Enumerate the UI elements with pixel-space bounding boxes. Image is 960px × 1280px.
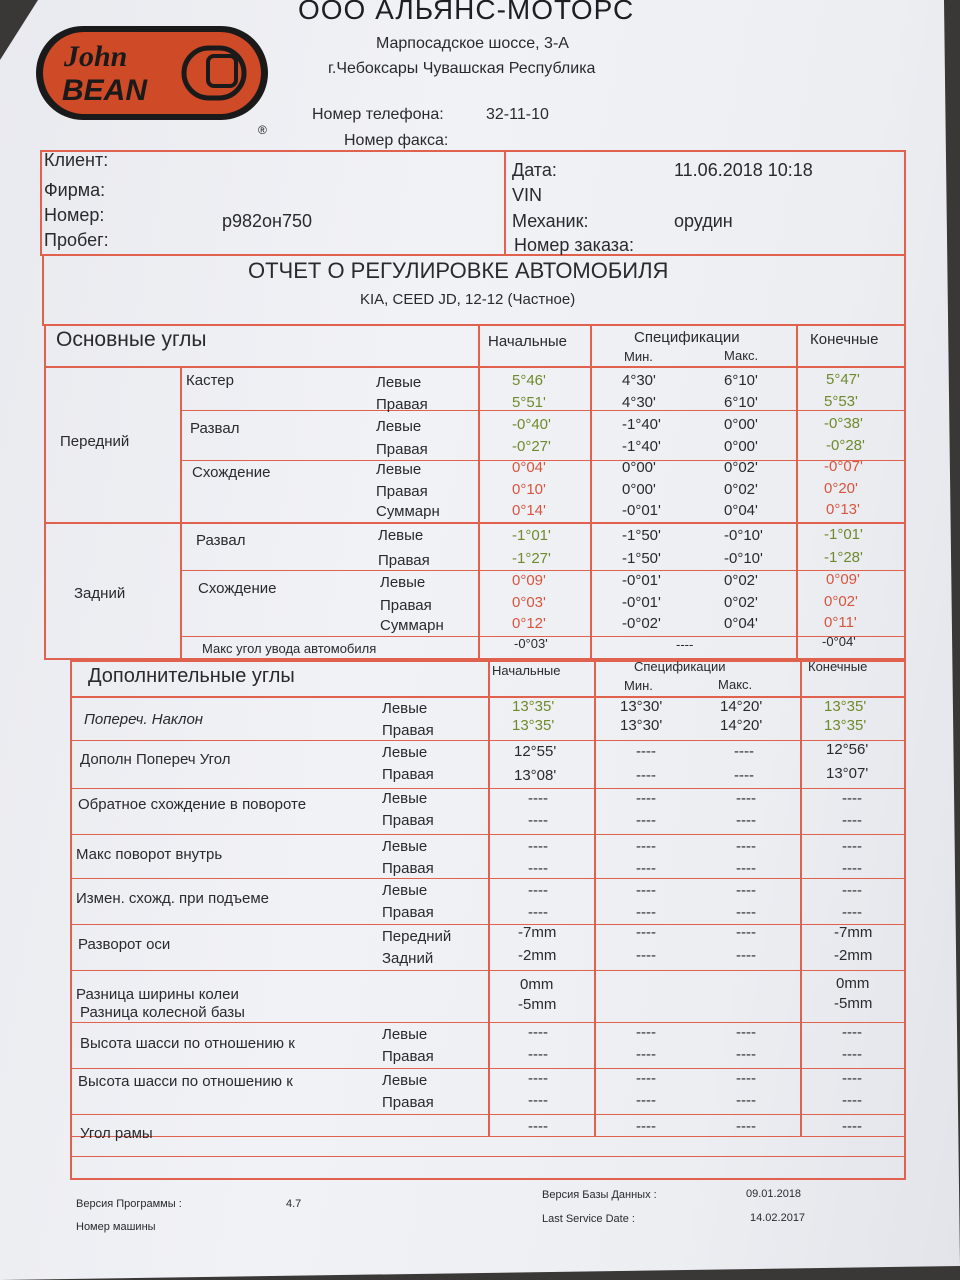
dash-cell: ---- xyxy=(636,1070,656,1087)
logo-reg: ® xyxy=(258,123,267,136)
main-side-label: Левые xyxy=(376,374,422,391)
number-label: Номер: xyxy=(44,205,105,225)
add-side-label: Левые xyxy=(382,700,428,717)
dash-cell: ---- xyxy=(842,1118,862,1135)
add-side-label: Левые xyxy=(382,1072,428,1089)
max-steer-label: Макс поворот внутрь xyxy=(76,846,223,863)
dash-cell: ---- xyxy=(528,1070,548,1087)
dash-cell: ---- xyxy=(736,1118,756,1135)
sai-final: 13°35' xyxy=(824,698,867,715)
main-side-label: Правая xyxy=(376,483,428,500)
wheelbase-final: -5mm xyxy=(834,995,873,1012)
main-cell-min: -1°40' xyxy=(622,438,661,455)
phone-value: 32-11-10 xyxy=(486,106,549,123)
logo-line1: John xyxy=(64,40,128,73)
main-cell-initial: 5°51' xyxy=(512,394,546,411)
program-version: 4.7 xyxy=(286,1198,302,1210)
setback-front-label: Передний xyxy=(382,928,452,945)
sai-initial: 13°35' xyxy=(512,698,555,715)
dash-cell: ---- xyxy=(736,790,756,807)
add-side-label: Правая xyxy=(382,1048,434,1065)
dash-cell: ---- xyxy=(636,947,656,964)
mechanic-value: орудин xyxy=(674,211,733,231)
add-side-label: Правая xyxy=(382,812,434,829)
dash-cell: ---- xyxy=(528,860,548,877)
main-cell-min: 4°30' xyxy=(622,394,656,411)
dash-cell: ---- xyxy=(636,904,656,921)
dash-cell: ---- xyxy=(842,904,862,921)
dash-cell: ---- xyxy=(842,860,862,877)
main-side-label: Суммарн xyxy=(380,617,444,634)
add-col-initial: Начальные xyxy=(492,663,561,678)
main-cell-max: 0°00' xyxy=(724,416,758,433)
dash-cell: ---- xyxy=(736,1046,756,1063)
track-initial: 0mm xyxy=(520,976,554,993)
rear-axle-label: Задний xyxy=(74,585,126,602)
dash-cell: ---- xyxy=(734,743,754,760)
main-cell-min: 4°30' xyxy=(622,372,656,389)
setback-final: -2mm xyxy=(834,947,873,964)
dash-cell: ---- xyxy=(636,1024,656,1041)
main-side-label: Правая xyxy=(380,597,432,614)
setback-label: Разворот оси xyxy=(78,936,171,953)
caster-label: Кастер xyxy=(186,372,234,389)
firm-label: Фирма: xyxy=(44,180,106,200)
dash-cell: ---- xyxy=(842,1024,862,1041)
client-divider xyxy=(504,150,506,256)
dash-cell: ---- xyxy=(636,1046,656,1063)
front-toe-label: Схождение xyxy=(192,464,271,481)
add-col-min: Мин. xyxy=(624,678,653,693)
plate-number: р982он750 xyxy=(222,211,313,231)
frame-angle-label: Угол рамы xyxy=(80,1125,153,1142)
main-cell-final: -0°07' xyxy=(824,458,863,475)
setback-initial: -2mm xyxy=(518,947,557,964)
included-final: 13°07' xyxy=(826,765,869,782)
main-cell-final: 0°09' xyxy=(826,571,860,588)
included-angle-label: Дополн Попереч Угол xyxy=(80,751,231,768)
phone-label: Номер телефона: xyxy=(312,106,444,123)
main-cell-initial: 0°12' xyxy=(512,615,546,632)
thrust-angle-label: Макс угол увода автомобиля xyxy=(202,641,377,656)
company-name: ООО АЛЬЯНС-МОТОРС xyxy=(298,0,635,25)
main-cell-initial: -1°01' xyxy=(512,527,551,544)
toe-on-lift-label: Измен. схожд. при подъеме xyxy=(76,890,270,907)
main-cell-max: -0°10' xyxy=(724,527,763,544)
main-cell-min: -0°01' xyxy=(622,594,661,611)
dash-cell: ---- xyxy=(528,904,548,921)
machine-number-label: Номер машины xyxy=(76,1221,156,1233)
col-spec: Спецификации xyxy=(634,329,740,346)
dash-cell: ---- xyxy=(528,812,548,829)
database-version: 09.01.2018 xyxy=(746,1188,802,1200)
dash-cell: ---- xyxy=(636,924,656,941)
col-initial: Начальные xyxy=(488,333,567,350)
main-cell-final: 0°11' xyxy=(824,614,857,631)
track-diff-label: Разница ширины колеи xyxy=(76,986,239,1003)
date-label: Дата: xyxy=(512,160,557,180)
add-side-label: Правая xyxy=(382,766,434,783)
col-min: Мин. xyxy=(624,349,653,364)
main-cell-max: -0°10' xyxy=(724,550,763,567)
main-side-label: Левые xyxy=(376,418,422,435)
main-cell-max: 0°02' xyxy=(724,594,758,611)
thrust-initial: -0°03' xyxy=(514,636,548,651)
dash-cell: ---- xyxy=(528,1046,548,1063)
add-side-label: Левые xyxy=(382,882,428,899)
track-final: 0mm xyxy=(836,975,870,992)
add-side-label: Правая xyxy=(382,904,434,921)
report-title: ОТЧЕТ О РЕГУЛИРОВКЕ АВТОМОБИЛЯ xyxy=(248,258,669,283)
main-cell-initial: -0°40' xyxy=(512,416,551,433)
order-label: Номер заказа: xyxy=(514,235,635,255)
main-cell-max: 0°02' xyxy=(724,481,758,498)
dash-cell: ---- xyxy=(636,767,656,784)
main-cell-final: 5°47' xyxy=(826,371,860,388)
dash-cell: ---- xyxy=(736,1024,756,1041)
dash-cell: ---- xyxy=(528,882,548,899)
main-cell-final: 5°53' xyxy=(824,393,858,410)
main-cell-max: 6°10' xyxy=(724,394,758,411)
add-side-label: Левые xyxy=(382,1026,428,1043)
address-line1: Марпосадское шоссе, 3-А xyxy=(376,35,569,52)
sai-initial: 13°35' xyxy=(512,717,555,734)
main-side-label: Левые xyxy=(376,461,422,478)
main-cell-max: 0°04' xyxy=(724,615,758,632)
thrust-final: -0°04' xyxy=(822,634,856,649)
ride-height-1-label: Высота шасси по отношению к xyxy=(80,1035,295,1052)
dash-cell: ---- xyxy=(842,1046,862,1063)
dash-cell: ---- xyxy=(736,904,756,921)
dash-cell: ---- xyxy=(528,790,548,807)
dash-cell: ---- xyxy=(736,812,756,829)
mechanic-label: Механик: xyxy=(512,211,589,231)
dash-cell: ---- xyxy=(842,882,862,899)
vin-label: VIN xyxy=(512,185,543,205)
wheelbase-diff-label: Разница колесной базы xyxy=(80,1004,245,1021)
dash-cell: ---- xyxy=(636,1118,656,1135)
john-bean-logo xyxy=(34,20,278,136)
main-cell-initial: 0°14' xyxy=(512,502,546,519)
sai-min: 13°30' xyxy=(620,698,663,715)
dash-cell: ---- xyxy=(842,1092,862,1109)
dash-cell: ---- xyxy=(636,1092,656,1109)
main-cell-initial: 5°46' xyxy=(512,372,546,389)
main-cell-min: 0°00' xyxy=(622,459,656,476)
last-service-label: Last Service Date : xyxy=(542,1213,635,1225)
add-col-final: Конечные xyxy=(808,659,868,674)
dash-cell: ---- xyxy=(636,838,656,855)
front-camber-label: Развал xyxy=(190,420,240,437)
main-cell-final: 0°20' xyxy=(824,480,858,497)
main-cell-initial: -0°27' xyxy=(512,438,551,455)
main-cell-max: 0°02' xyxy=(724,572,758,589)
col-max: Макс. xyxy=(724,348,759,363)
dash-cell: ---- xyxy=(842,790,862,807)
main-cell-final: 0°13' xyxy=(826,501,860,518)
main-cell-final: -0°38' xyxy=(824,415,863,432)
toe-out-on-turns-label: Обратное схождение в повороте xyxy=(78,796,307,813)
main-cell-min: -1°40' xyxy=(622,416,661,433)
vehicle-description: KIA, CEED JD, 12-12 (Частное) xyxy=(360,291,576,308)
included-initial: 13°08' xyxy=(514,767,557,784)
rear-camber-label: Развал xyxy=(196,532,246,549)
add-side-label: Левые xyxy=(382,838,428,855)
dash-cell: ---- xyxy=(636,882,656,899)
main-side-label: Левые xyxy=(380,574,426,591)
dash-cell: ---- xyxy=(736,1092,756,1109)
setback-rear-label: Задний xyxy=(382,950,434,967)
dash-cell: ---- xyxy=(842,838,862,855)
thrust-spec: ---- xyxy=(676,637,694,652)
dash-cell: ---- xyxy=(636,743,656,760)
mileage-label: Пробег: xyxy=(44,230,109,250)
fax-label: Номер факса: xyxy=(344,132,449,149)
sai-min: 13°30' xyxy=(620,717,663,734)
main-cell-initial: 0°04' xyxy=(512,459,546,476)
sai-max: 14°20' xyxy=(720,698,763,715)
included-final: 12°56' xyxy=(826,741,869,758)
main-cell-max: 6°10' xyxy=(724,372,758,389)
main-cell-min: -1°50' xyxy=(622,550,661,567)
add-side-label: Правая xyxy=(382,860,434,877)
main-angles-heading: Основные углы xyxy=(56,328,207,351)
dash-cell: ---- xyxy=(528,1092,548,1109)
dash-cell: ---- xyxy=(736,947,756,964)
address-line2: г.Чебоксары Чувашская Республика xyxy=(328,60,596,77)
front-axle-label: Передний xyxy=(60,433,130,450)
dash-cell: ---- xyxy=(734,767,754,784)
main-cell-initial: 0°03' xyxy=(512,594,546,611)
sai-label: Попереч. Наклон xyxy=(84,711,204,728)
add-side-label: Правая xyxy=(382,1094,434,1111)
last-service-date: 14.02.2017 xyxy=(750,1212,806,1224)
main-cell-initial: 0°09' xyxy=(512,572,546,589)
main-cell-min: -1°50' xyxy=(622,527,661,544)
add-side-label: Правая xyxy=(382,722,434,739)
client-label: Клиент: xyxy=(44,150,109,170)
main-cell-min: -0°01' xyxy=(622,502,661,519)
sai-max: 14°20' xyxy=(720,717,763,734)
dash-cell: ---- xyxy=(528,1024,548,1041)
dash-cell: ---- xyxy=(636,860,656,877)
main-side-label: Суммарн xyxy=(376,503,440,520)
sai-final: 13°35' xyxy=(824,717,867,734)
col-final: Конечные xyxy=(810,331,879,348)
main-cell-initial: -1°27' xyxy=(512,550,551,567)
main-cell-final: -1°01' xyxy=(824,526,863,543)
main-cell-final: -1°28' xyxy=(824,549,863,566)
dash-cell: ---- xyxy=(736,860,756,877)
add-side-label: Левые xyxy=(382,790,428,807)
main-side-label: Правая xyxy=(376,396,428,413)
dash-cell: ---- xyxy=(636,790,656,807)
main-cell-min: -0°01' xyxy=(622,572,661,589)
main-side-label: Правая xyxy=(376,441,428,458)
database-version-label: Версия Базы Данных : xyxy=(542,1189,657,1201)
main-side-label: Правая xyxy=(378,552,430,569)
main-cell-max: 0°00' xyxy=(724,438,758,455)
add-col-max: Макс. xyxy=(718,677,753,692)
dash-cell: ---- xyxy=(736,882,756,899)
add-col-spec: Спецификации xyxy=(634,659,726,674)
main-cell-min: 0°00' xyxy=(622,481,656,498)
ride-height-2-label: Высота шасси по отношению к xyxy=(78,1073,293,1090)
dash-cell: ---- xyxy=(736,924,756,941)
main-cell-final: -0°28' xyxy=(826,437,865,454)
included-initial: 12°55' xyxy=(514,743,557,760)
logo-line2: BEAN xyxy=(62,74,148,107)
wheelbase-initial: -5mm xyxy=(518,996,557,1013)
dash-cell: ---- xyxy=(636,812,656,829)
setback-final: -7mm xyxy=(834,924,873,941)
main-side-label: Левые xyxy=(378,527,424,544)
rear-toe-label: Схождение xyxy=(198,580,277,597)
setback-initial: -7mm xyxy=(518,924,557,941)
main-cell-min: -0°02' xyxy=(622,615,661,632)
dash-cell: ---- xyxy=(736,838,756,855)
main-cell-max: 0°04' xyxy=(724,502,758,519)
dash-cell: ---- xyxy=(528,838,548,855)
main-cell-final: 0°02' xyxy=(824,593,858,610)
dash-cell: ---- xyxy=(736,1070,756,1087)
program-version-label: Версия Программы : xyxy=(76,1198,182,1210)
dash-cell: ---- xyxy=(528,1118,548,1135)
dash-cell: ---- xyxy=(842,1070,862,1087)
additional-angles-heading: Дополнительные углы xyxy=(88,665,295,687)
add-side-label: Левые xyxy=(382,744,428,761)
main-cell-max: 0°02' xyxy=(724,459,758,476)
date-value: 11.06.2018 10:18 xyxy=(674,160,813,180)
main-cell-initial: 0°10' xyxy=(512,481,546,498)
main-angles-table xyxy=(44,324,906,660)
dash-cell: ---- xyxy=(842,812,862,829)
